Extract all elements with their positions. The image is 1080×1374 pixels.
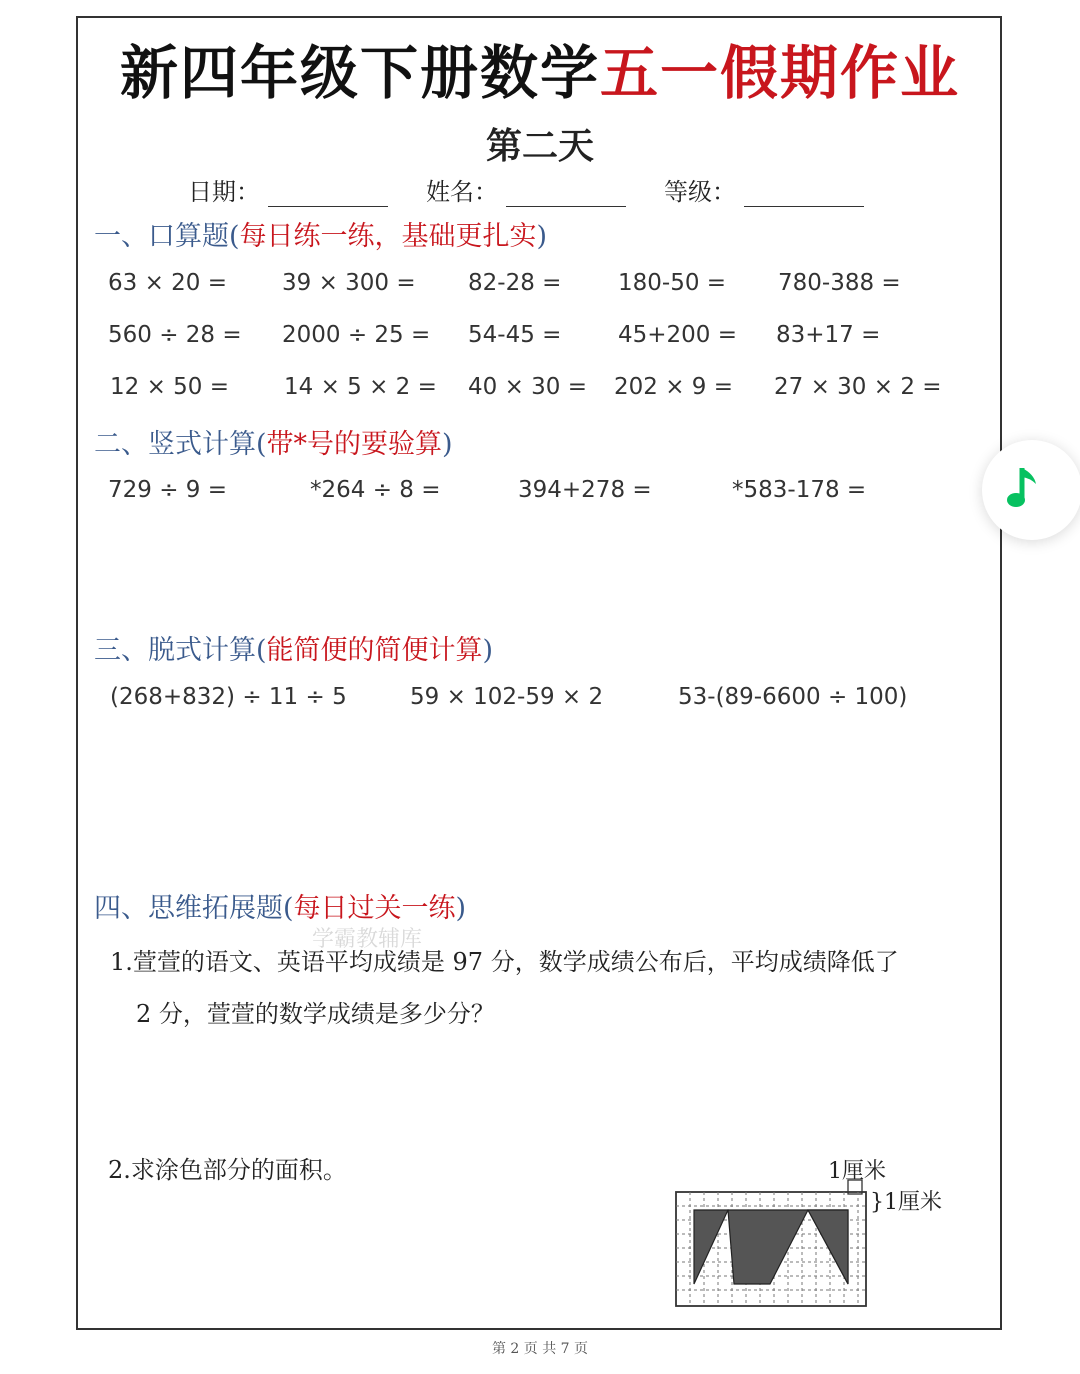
vertical-problem: 729 ÷ 9 = <box>108 477 228 503</box>
problem-2: 2.求涂色部分的面积。 <box>108 1156 347 1184</box>
oral-problem: 54-45 = <box>468 322 562 348</box>
stepwise-problem: (268+832) ÷ 11 ÷ 5 <box>110 684 347 710</box>
oral-problem: 2000 ÷ 25 = <box>282 322 431 348</box>
vertical-problem: *264 ÷ 8 = <box>310 477 441 503</box>
stepwise-problem: 59 × 102-59 × 2 <box>410 684 604 710</box>
oral-problem: 45+200 = <box>618 322 738 348</box>
oral-problem: 14 × 5 × 2 = <box>284 374 437 400</box>
date-blank <box>268 180 388 207</box>
name-field: 姓名： <box>426 172 626 207</box>
grade-field: 等级： <box>664 172 864 207</box>
shaded-triangle-left <box>694 1210 728 1284</box>
vertical-problem: *583-178 = <box>732 477 867 503</box>
oral-problem: 180-50 = <box>618 270 727 296</box>
worksheet-title: 新四年级下册数学五一假期作业 <box>119 39 961 107</box>
oral-problem: 39 × 300 = <box>282 270 416 296</box>
problem-1-line-1: 1.萱萱的语文、英语平均成绩是 97 分，数学成绩公布后，平均成绩降低了 <box>110 948 899 976</box>
oral-problem: 12 × 50 = <box>110 374 230 400</box>
music-button[interactable] <box>982 440 1080 540</box>
shaded-area-figure <box>672 1178 872 1312</box>
unit-label-top: 1厘米 <box>828 1159 886 1184</box>
unit-label-side: }1厘米 <box>870 1190 942 1215</box>
watermark: 学霸教辅库 <box>312 927 423 952</box>
stepwise-problem: 53-(89-6600 ÷ 100) <box>678 684 908 710</box>
name-blank <box>506 180 626 207</box>
oral-problem: 560 ÷ 28 = <box>108 322 242 348</box>
oral-problem: 40 × 30 = <box>468 374 588 400</box>
oral-problem: 202 × 9 = <box>614 374 734 400</box>
page-footer: 第 2 页 共 7 页 <box>491 1341 589 1357</box>
section-stepwise-heading: 三、脱式计算(能简便的简便计算) <box>94 635 494 666</box>
section-vertical-heading: 二、竖式计算(带*号的要验算) <box>94 429 453 460</box>
date-field: 日期： <box>188 172 388 207</box>
oral-problem: 27 × 30 × 2 = <box>774 374 942 400</box>
day-subtitle: 第二天 <box>485 125 594 167</box>
section-oral-heading: 一、口算题(每日练一练，基础更扎实) <box>94 221 548 252</box>
grade-blank <box>744 180 864 207</box>
music-note-icon <box>1004 464 1044 514</box>
oral-problem: 63 × 20 = <box>108 270 228 296</box>
oral-problem: 82-28 = <box>468 270 562 296</box>
oral-problem: 780-388 = <box>778 270 901 296</box>
oral-problem: 83+17 = <box>776 322 881 348</box>
section-thinking-heading: 四、思维拓展题(每日过关一练) <box>94 893 467 924</box>
shaded-triangle-right <box>808 1210 848 1284</box>
problem-1-line-2: 2 分，萱萱的数学成绩是多少分？ <box>136 1000 495 1028</box>
vertical-problem: 394+278 = <box>518 477 652 503</box>
